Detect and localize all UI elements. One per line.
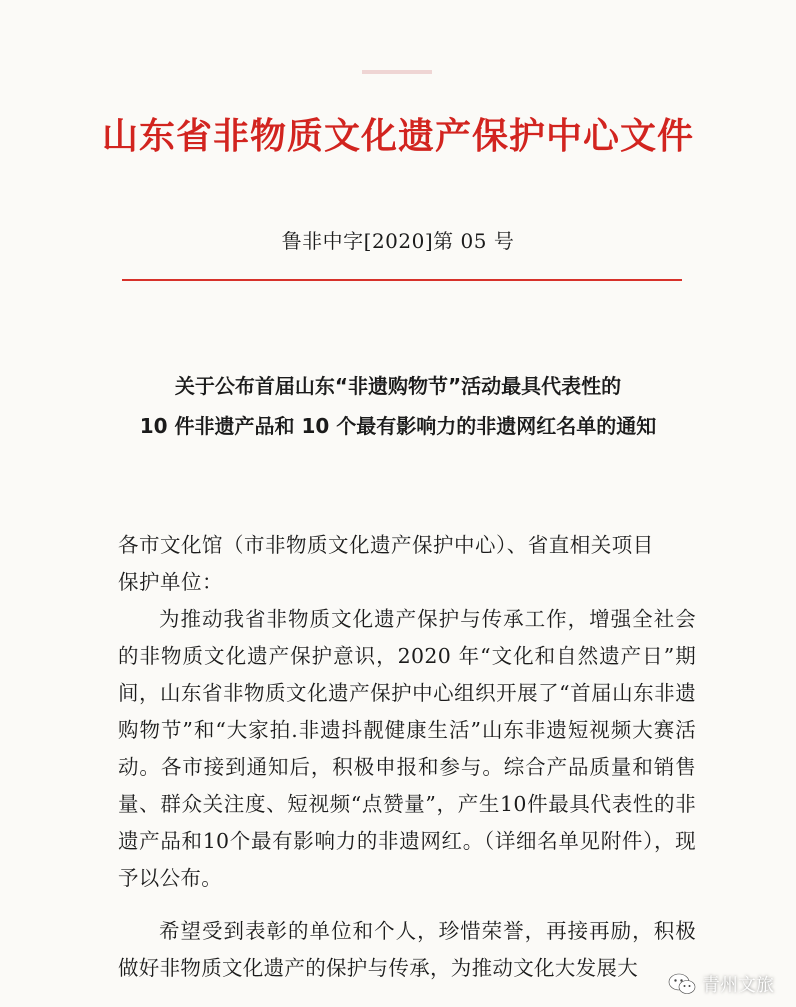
issuer-title: 山东省非物质文化遗产保护中心文件: [101, 115, 694, 157]
notice-title: [0, 366, 796, 446]
document-number: 鲁非中字[2020]第 05 号: [281, 229, 515, 253]
watermark-label: 青州文旅: [702, 975, 774, 996]
notice-body: [118, 527, 696, 987]
recipient-line-1: 各市文化馆（市非物质文化遗产保护中心）、省直相关项目: [118, 533, 654, 557]
notice-title-line-2: 10 件非遗产品和 10 个最有影响力的非遗网红名单的通知: [139, 414, 657, 438]
recipient-line-2: 保护单位：: [118, 570, 223, 594]
red-divider: [122, 279, 682, 281]
notice-title-line-1: 关于公布首届山东“非遗购物节”活动最具代表性的: [174, 374, 622, 398]
source-watermark: [668, 971, 774, 997]
body-paragraph-1: 为推动我省非物质文化遗产保护与传承工作，增强全社会的非物质文化遗产保护意识，2020 年“文化和自然遗产日”期间，山东省非物质文化遗产保护中心组织开展了“首届山东非遗购物节”和“大家拍.非遗抖靓健康生活”山东非遗短视频大赛活动。各市接到通知后，积极申报和参与。综合产品质量和销售量、群众关注度、短视频“点赞量”，产生10件最具代表性的非遗产品和10个最有影响力的非遗网红。（详细名单见附件），现予以公布。: [118, 607, 696, 890]
wechat-icon: [668, 973, 696, 995]
body-paragraph-2: 希望受到表彰的单位和个人，珍惜荣誉，再接再励，积极做好非物质文化遗产的保护与传承，为推动文化大发展大: [118, 919, 696, 980]
stamp-mark: [362, 70, 432, 74]
